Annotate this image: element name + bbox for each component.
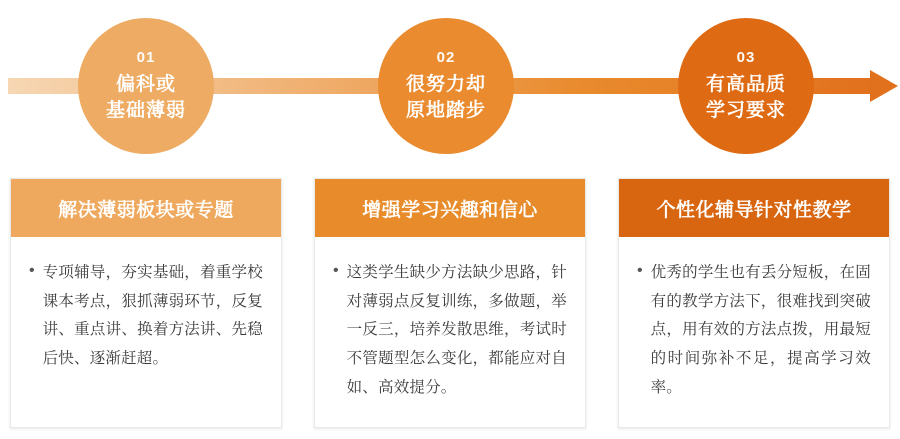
flow-step-2-number: 02 [436,49,456,67]
flow-step-3-number: 03 [736,49,756,67]
flow-arrow-head [870,70,898,102]
flow-step-3-title [706,72,786,122]
solution-card-1-body [11,237,281,374]
solution-card-1-text: 专项辅导，夯实基础，着重学校课本考点，狠抓薄弱环节，反复讲、重点讲、换着方法讲、先稳后快、逐渐赶超。 [42,264,263,368]
flow-step-3-title-line2: 学习要求 [705,99,786,121]
solution-cards [0,178,900,433]
solution-card-2 [314,178,586,428]
bullet-icon: • [29,262,35,279]
process-flow [0,0,900,160]
solution-card-1 [10,178,282,428]
solution-card-2-text: 这类学生缺少方法缺少思路，针对薄弱点反复训练，多做题，举一反三，培养发散思维，考试时不管题型怎么变化，都能应对自如、高效提分。 [346,264,567,396]
solution-card-2-body [315,237,585,402]
solution-card-3-header: 个性化辅导针对性教学 [619,179,889,237]
solution-card-2-header: 增强学习兴趣和信心 [315,179,585,237]
bullet-icon: • [637,262,643,279]
solution-card-1-header: 解决薄弱板块或专题 [11,179,281,237]
solution-card-3 [618,178,890,428]
flow-step-3-title-line1: 有高品质 [705,74,786,96]
flow-step-2 [378,18,514,154]
flow-step-1-title-line1: 偏科或 [115,74,176,96]
flow-step-3 [678,18,814,154]
flow-step-1-title [106,72,186,122]
flow-step-1-title-line2: 基础薄弱 [105,99,186,121]
flow-step-2-title-line1: 很努力却 [405,74,486,96]
flow-step-2-title-line2: 原地踏步 [405,99,486,121]
bullet-icon: • [333,262,339,279]
flow-step-1-number: 01 [136,49,156,67]
solution-card-3-body [619,237,889,402]
flow-step-1 [78,18,214,154]
solution-card-3-text: 优秀的学生也有丢分短板，在固有的教学方法下，很难找到突破点，用有效的方法点拨，用最短的时间弥补不足，提高学习效率。 [650,264,871,396]
flow-step-2-title [406,72,486,122]
